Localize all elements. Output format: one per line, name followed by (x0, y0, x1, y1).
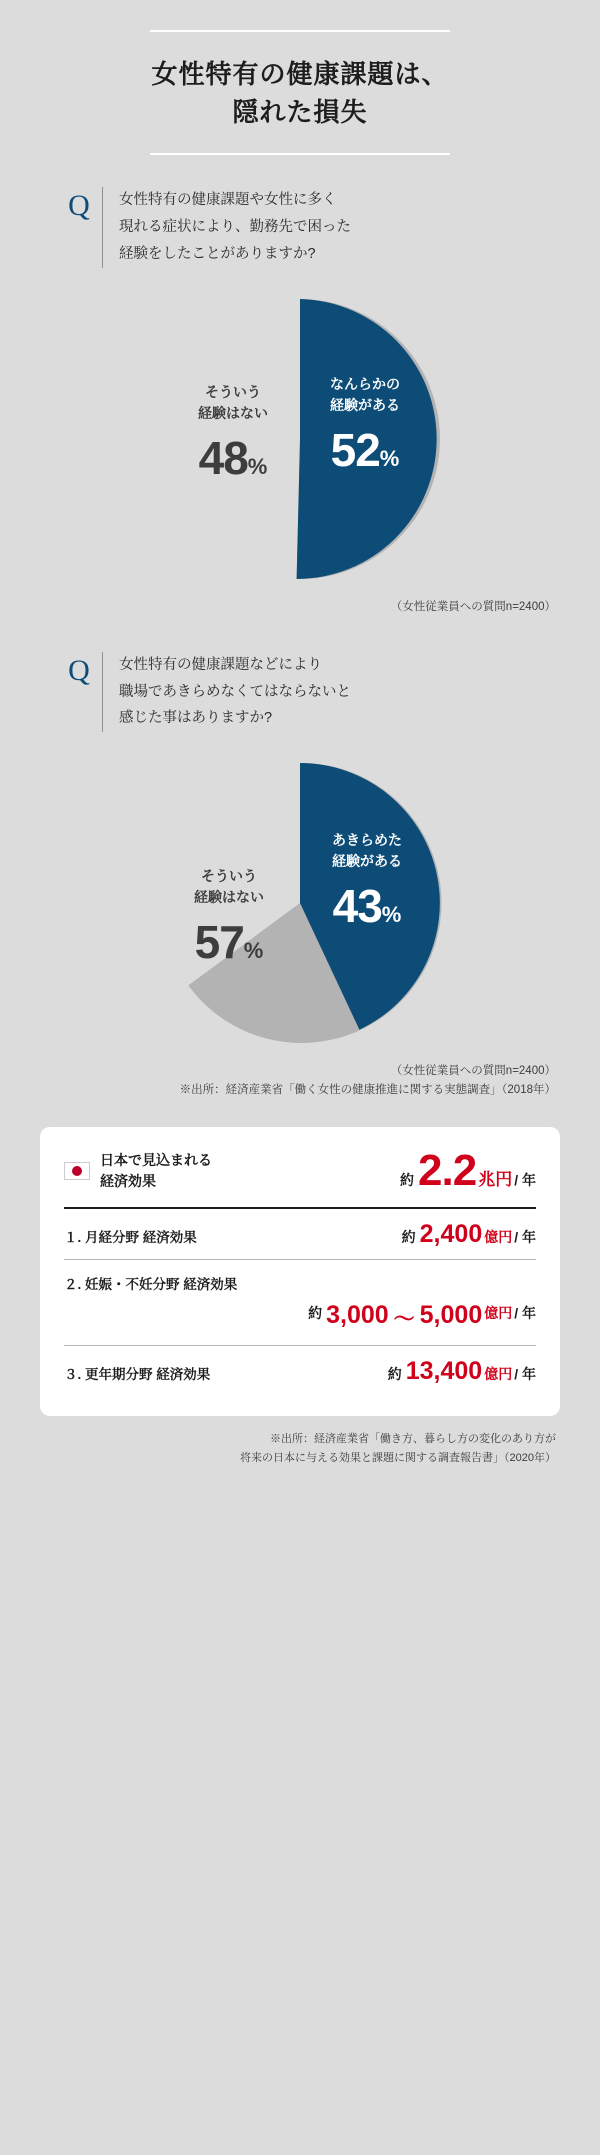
pie-label-blue-1 (305, 374, 425, 485)
card-row-2-unit: 億円 (484, 1305, 513, 1322)
card-row-1-value (402, 1222, 536, 1247)
pie-label-blue-1-pct: % (379, 445, 400, 471)
card-total-unit: 兆円 (478, 1170, 513, 1190)
question-text-2-line3: 感じた事はありますか? (119, 710, 273, 727)
pie-label-gray-2-pct: % (243, 938, 264, 964)
question-text-1-line3: 経験をしたことがありますか? (119, 246, 316, 262)
card-row-2-approx: 約 (308, 1305, 323, 1322)
pie-chart-2-note: （女性従業員への質問n=2400） (390, 1065, 556, 1078)
card-row-1-per: / 年 (514, 1229, 536, 1246)
header-divider-bottom (150, 153, 450, 155)
pie-label-gray-1-value: 48 (198, 431, 248, 484)
card-total-per: / 年 (514, 1172, 536, 1189)
pie-label-gray-2-cap2: 経験はない (194, 889, 264, 906)
question-marker-1: Q (68, 189, 90, 223)
card-row-3-value (388, 1359, 536, 1384)
card-row-1-unit: 億円 (484, 1229, 513, 1246)
card-footnote (40, 1430, 560, 1467)
card-row-3-per: / 年 (514, 1366, 536, 1383)
question-text-1-line1: 女性特有の健康課題や女性に多く (119, 192, 337, 209)
pie-chart-1 (40, 294, 560, 584)
pie-label-gray-1-cap2: 経験はない (198, 404, 268, 421)
card-total-label (100, 1150, 212, 1193)
pie-label-blue-2-value: 43 (332, 880, 382, 933)
card-row-2-per: / 年 (514, 1305, 536, 1322)
pie-label-blue-1-cap1: なんらかの (330, 375, 400, 392)
card-row-1 (64, 1209, 536, 1260)
card-total-row (64, 1146, 536, 1209)
question-block-1 (40, 187, 560, 267)
card-total-number: 2.2 (418, 1146, 477, 1196)
pie-chart-2 (40, 758, 560, 1048)
pie-label-gray-2-value: 57 (194, 916, 244, 969)
page-title-line2: 隠れた損失 (232, 96, 368, 127)
pie-label-blue-2-cap1: あきらめた (332, 832, 402, 849)
card-row-2 (64, 1260, 536, 1346)
card-total-label-line1: 日本で見込まれる (100, 1151, 212, 1168)
pie-label-gray-2-cap1: そういう (201, 868, 257, 885)
card-row-2-value (64, 1303, 536, 1333)
pie-label-blue-2 (307, 830, 427, 941)
card-row-3 (64, 1346, 536, 1396)
card-row-2-tilde: 〜 (393, 1308, 415, 1332)
card-total-approx: 約 (400, 1172, 415, 1189)
pie-label-gray-2 (169, 866, 289, 977)
card-row-3-unit: 億円 (484, 1366, 513, 1383)
card-row-2-number-min: 3,000 (326, 1301, 389, 1330)
japan-flag-icon (64, 1162, 90, 1180)
question-block-2 (40, 652, 560, 732)
page-title-line1: 女性特有の健康課題は、 (151, 59, 449, 89)
question-text-1 (102, 187, 351, 267)
pie-label-blue-2-cap2: 経験がある (332, 853, 402, 870)
pie-chart-2-source: ※出所：経済産業省「働く女性の健康推進に関する実態調査」（2018年） (179, 1084, 556, 1097)
card-row-1-number: 2,400 (419, 1220, 483, 1249)
pie-label-blue-1-cap2: 経験がある (330, 396, 400, 413)
question-text-1-line2: 現れる症状により、勤務先で困った (119, 219, 351, 236)
card-total-label-line2: 経済効果 (100, 1173, 156, 1190)
card-footnote-line2: 将来の日本に与える効果と課題に関する調査報告書」（2020年） (240, 1451, 556, 1464)
page-title (40, 32, 560, 153)
card-row-2-number-max: 5,000 (419, 1301, 483, 1330)
pie-chart-1-note: （女性従業員への質問n=2400） (390, 600, 556, 613)
question-text-2-line1: 女性特有の健康課題などにより (119, 656, 322, 673)
economic-impact-card (40, 1127, 560, 1416)
card-row-3-approx: 約 (387, 1366, 402, 1383)
card-row-2-label: ２. 妊娠・不妊分野 経済効果 (64, 1277, 238, 1293)
card-row-1-label: １. 月経分野 経済効果 (64, 1230, 197, 1246)
question-text-2-line2: 職場であきらめなくてはならないと (119, 683, 351, 700)
pie-label-gray-1 (173, 382, 293, 493)
header (40, 0, 560, 155)
question-marker-2: Q (68, 653, 90, 687)
pie-label-gray-1-pct: % (247, 453, 268, 479)
card-row-3-number: 13,400 (405, 1357, 483, 1386)
pie-label-gray-1-cap1: そういう (205, 383, 261, 400)
pie-label-blue-1-value: 52 (330, 423, 380, 476)
card-row-3-label: ３. 更年期分野 経済効果 (64, 1367, 211, 1383)
card-footnote-line1: ※出所：経済産業省「働き方、暮らし方の変化のあり方が (270, 1433, 556, 1446)
card-total-value (400, 1146, 536, 1196)
card-row-1-approx: 約 (401, 1229, 416, 1246)
pie-label-blue-2-pct: % (381, 902, 402, 928)
question-text-2 (102, 652, 351, 732)
